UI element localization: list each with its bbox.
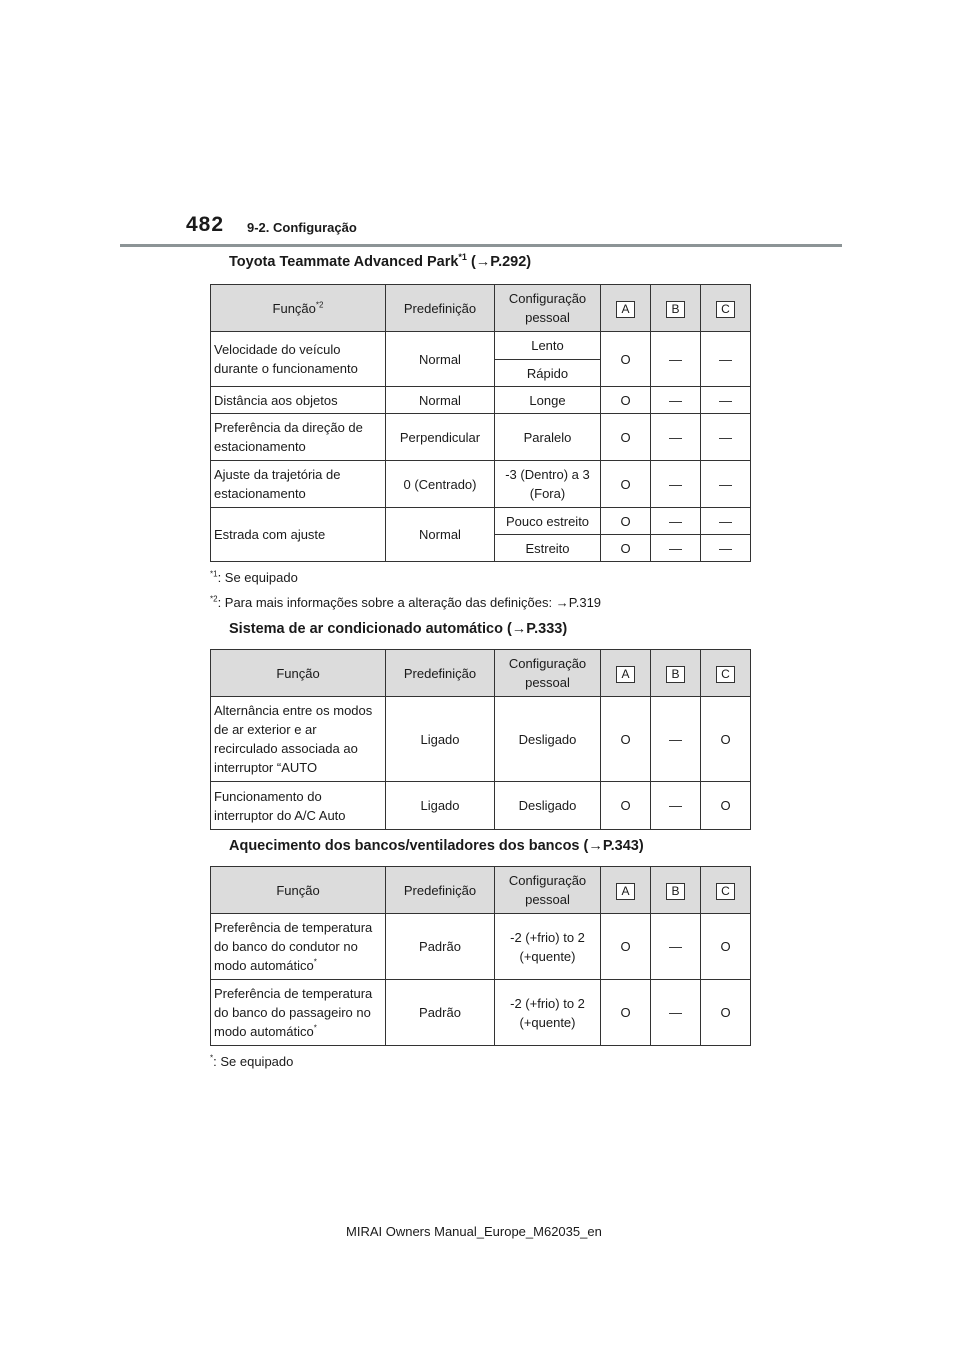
cell-c: — [701, 387, 751, 414]
park-heading-text: Toyota Teammate Advanced Park [229, 254, 459, 270]
cell-config: Rápido [495, 360, 601, 387]
table-header-row [211, 285, 751, 332]
cell-b: — [651, 414, 701, 461]
label-b-box: B [666, 301, 685, 318]
cell-b: — [651, 980, 701, 1046]
cell-funcao: Alternância entre os modos de ar exterior e ar recirculado associada ao interruptor “AUTO [211, 697, 386, 782]
cell-c: — [701, 332, 751, 387]
cell-funcao: Funcionamento do interruptor do A/C Auto [211, 782, 386, 830]
cell-config: Pouco estreito [495, 508, 601, 535]
cell-predefinicao: Normal [386, 387, 495, 414]
page-footer: MIRAI Owners Manual_Europe_M62035_en [346, 1224, 602, 1239]
cell-config: Desligado [495, 782, 601, 830]
table-row [211, 914, 751, 980]
header-funcao: Função [211, 867, 386, 914]
cell-config: -2 (+frio) to 2 (+quente) [495, 980, 601, 1046]
cell-funcao: Preferência de temperatura do banco do condutor no modo automático* [211, 914, 386, 980]
park-footnote-2: $^{*2}$: Para mais informações sobre a alteração das definições: →P.319 [210, 594, 602, 610]
label-b-box: B [666, 666, 685, 683]
park-footnote-1: $^{*1}$: Se equipado [210, 569, 298, 585]
cell-config: Lento [495, 332, 601, 360]
table-row [211, 414, 751, 461]
cell-b: — [651, 697, 701, 782]
cell-c: O [701, 980, 751, 1046]
cell-predefinicao: Normal [386, 508, 495, 562]
ac-heading: Sistema de ar condicionado automático (→P.333) [229, 621, 568, 637]
label-c-box: C [716, 666, 735, 683]
cell-predefinicao: Normal [386, 332, 495, 387]
table-row [211, 387, 751, 414]
table-header-row [211, 867, 751, 914]
cell-a: O [601, 508, 651, 535]
cell-b: — [651, 914, 701, 980]
seats-table [210, 866, 751, 1046]
cell-funcao: Velocidade do veículo durante o funcionamento [211, 332, 386, 387]
header-a [601, 650, 651, 697]
cell-funcao: Preferência da direção de estacionamento [211, 414, 386, 461]
section-title: 9-2. Configuração [247, 220, 357, 235]
header-c [701, 867, 751, 914]
header-configuracao: Configuração pessoal [495, 285, 601, 332]
label-a-box: A [616, 301, 635, 318]
cell-b: — [651, 461, 701, 508]
table-row [211, 508, 751, 535]
header-a [601, 285, 651, 332]
header-configuracao: Configuração pessoal [495, 867, 601, 914]
header-b [651, 867, 701, 914]
header-predefinicao: Predefinição [386, 867, 495, 914]
cell-a: O [601, 414, 651, 461]
table-row [211, 782, 751, 830]
cell-b: — [651, 782, 701, 830]
cell-predefinicao: Ligado [386, 697, 495, 782]
label-b-box: B [666, 883, 685, 900]
table-row [211, 697, 751, 782]
cell-c: — [701, 508, 751, 535]
header-c [701, 285, 751, 332]
park-heading-sup: *1 [458, 252, 467, 263]
cell-a: O [601, 461, 651, 508]
header-b [651, 650, 701, 697]
cell-c: — [701, 535, 751, 562]
seats-heading: Aquecimento dos bancos/ventiladores dos bancos (→P.343) [229, 838, 644, 854]
cell-b: — [651, 535, 701, 562]
cell-a: O [601, 914, 651, 980]
label-a-box: A [616, 883, 635, 900]
cell-a: O [601, 535, 651, 562]
cell-config: -2 (+frio) to 2 (+quente) [495, 914, 601, 980]
cell-a: O [601, 387, 651, 414]
seats-footnote: *: Se equipado [210, 1053, 294, 1069]
cell-a: O [601, 980, 651, 1046]
label-c-box: C [716, 301, 735, 318]
table-row [211, 461, 751, 508]
header-configuracao: Configuração pessoal [495, 650, 601, 697]
header-funcao: Função$^{*2}$ [211, 285, 386, 332]
label-c-box: C [716, 883, 735, 900]
cell-a: O [601, 697, 651, 782]
header-predefinicao: Predefinição [386, 650, 495, 697]
cell-predefinicao: Padrão [386, 914, 495, 980]
park-heading-ref: (→P.292) [466, 254, 532, 270]
header-predefinicao: Predefinição [386, 285, 495, 332]
cell-c: — [701, 461, 751, 508]
cell-config: Estreito [495, 535, 601, 562]
cell-funcao: Distância aos objetos [211, 387, 386, 414]
table-row [211, 980, 751, 1046]
cell-b: — [651, 387, 701, 414]
ac-table [210, 649, 751, 830]
header-c [701, 650, 751, 697]
cell-a: O [601, 782, 651, 830]
header-funcao: Função [211, 650, 386, 697]
cell-funcao: Estrada com ajuste [211, 508, 386, 562]
cell-a: O [601, 332, 651, 387]
cell-config: Longe [495, 387, 601, 414]
park-heading [229, 254, 531, 270]
table-header-row [211, 650, 751, 697]
header-rule [120, 244, 842, 247]
cell-c: O [701, 782, 751, 830]
cell-config: -3 (Dentro) a 3 (Fora) [495, 461, 601, 508]
cell-predefinicao: 0 (Centrado) [386, 461, 495, 508]
cell-funcao: Preferência de temperatura do banco do passageiro no modo automático* [211, 980, 386, 1046]
cell-config: Paralelo [495, 414, 601, 461]
cell-funcao: Ajuste da trajetória de estacionamento [211, 461, 386, 508]
page-number: 482 [186, 213, 225, 236]
cell-predefinicao: Ligado [386, 782, 495, 830]
cell-b: — [651, 332, 701, 387]
cell-predefinicao: Padrão [386, 980, 495, 1046]
park-table [210, 284, 751, 562]
label-a-box: A [616, 666, 635, 683]
cell-c: — [701, 414, 751, 461]
cell-c: O [701, 697, 751, 782]
cell-predefinicao: Perpendicular [386, 414, 495, 461]
cell-b: — [651, 508, 701, 535]
header-b [651, 285, 701, 332]
table-row [211, 332, 751, 360]
cell-c: O [701, 914, 751, 980]
cell-config: Desligado [495, 697, 601, 782]
header-a [601, 867, 651, 914]
